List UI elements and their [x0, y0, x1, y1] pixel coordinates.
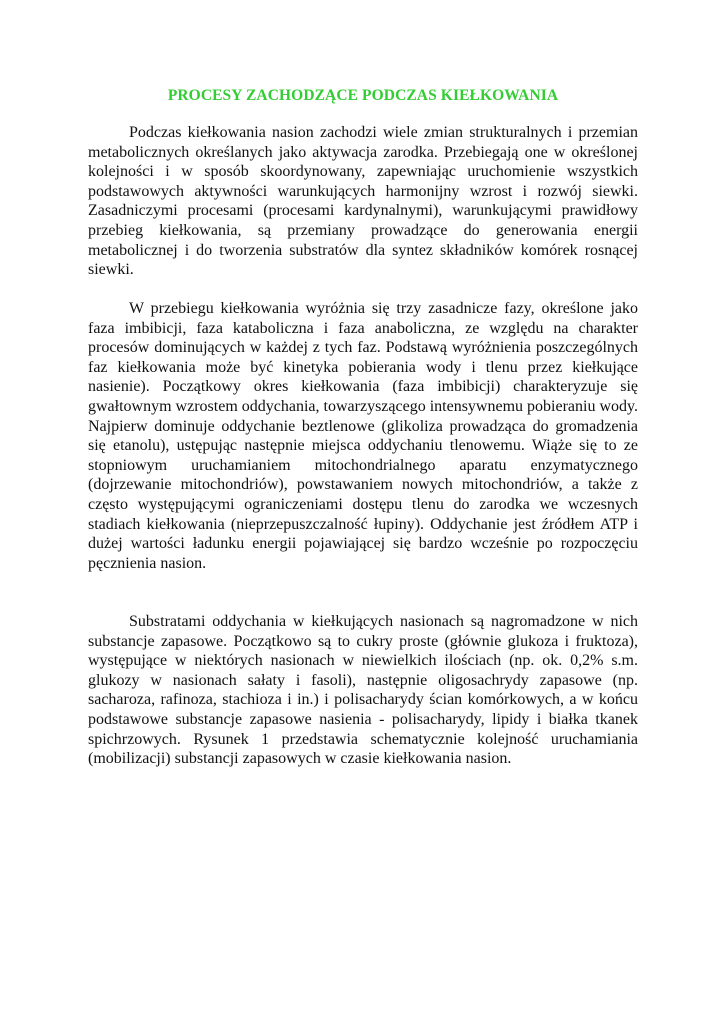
paragraph-2 [88, 299, 638, 573]
paragraph-3 [88, 612, 638, 769]
paragraph-1-text: Podczas kiełkowania nasion zachodzi wiele zmian strukturalnych i przemian metabolicznych określanych jako aktywacja zarodka. Przebiegają one w określonej kolejności i w sposób skoordynowany, zapewniając uruchomienie wszystkich podstawowych aktywności warunkujących harmonijny wzrost i rozwój siewki. Zasadniczymi procesami (procesami kardynalnymi), warunkującymi prawidłowy przebieg kiełkowania, są przemiany prowadzące do generowania energii metabolicznej i do tworzenia substratów dla syntez składników komórek rosnącej siewki. [88, 124, 638, 279]
paragraph-3-text: Substratami oddychania w kiełkujących nasionach są nagromadzone w nich substancje zapasowe. Początkowo są to cukry proste (głównie glukoza i fruktoza), występujące w niektórych nasionach w niewielkich ilościach (np. ok. 0,2% s.m. glukozy w nasionach sałaty i fasoli), następnie oligosachrydy zapasowe (np. sacharoza, rafinoza, stachioza i in.) i polisacharydy ścian komórkowych, a w końcu podstawowe substancje zapasowe nasienia - polisacharydy, lipidy i białka tkanek spichrzowych. Rysunek 1 przedstawia schematycznie kolejność uruchamiania (mobilizacji) substancji zapasowych w czasie kiełkowania nasion. [88, 613, 638, 768]
paragraph-1 [88, 123, 638, 280]
document-title: PROCESY ZACHODZĄCE PODCZAS KIEŁKOWANIA [167, 87, 559, 104]
paragraph-2-text: W przebiegu kiełkowania wyróżnia się trzy zasadnicze fazy, określone jako faza imbibicji, faza kataboliczna i faza anaboliczna, ze względu na charakter procesów dominujących w każdej z tych faz. Podstawą wyróżnienia poszczególnych faz kiełkowania może być kinetyka pobierania wody i tlenu przez kiełkujące nasienie). Początkowy okres kiełkowania (faza imbibicji) charakteryzuje się gwałtownym wzrostem oddychania, towarzyszącego intensywnemu pobieraniu wody. Najpierw dominuje oddychanie beztlenowe (glikoliza prowadząca do gromadzenia się etanolu), ustępując następnie miejsca oddychaniu tlenowemu. Wiąże się to ze stopniowym uruchamianiem mitochondrialnego aparatu enzymatycznego (dojrzewanie mitochondriów), powstawaniem nowych mitochondriów, a także z często występującymi ograniczeniami dostępu tlenu do zarodka we wczesnych stadiach kiełkowania (nieprzepuszczalność łupiny). Oddychanie jest źródłem ATP i dużej wartości ładunku energii pojawiającej się bardzo wcześnie po rozpoczęciu pęcznienia nasion. [88, 300, 638, 572]
